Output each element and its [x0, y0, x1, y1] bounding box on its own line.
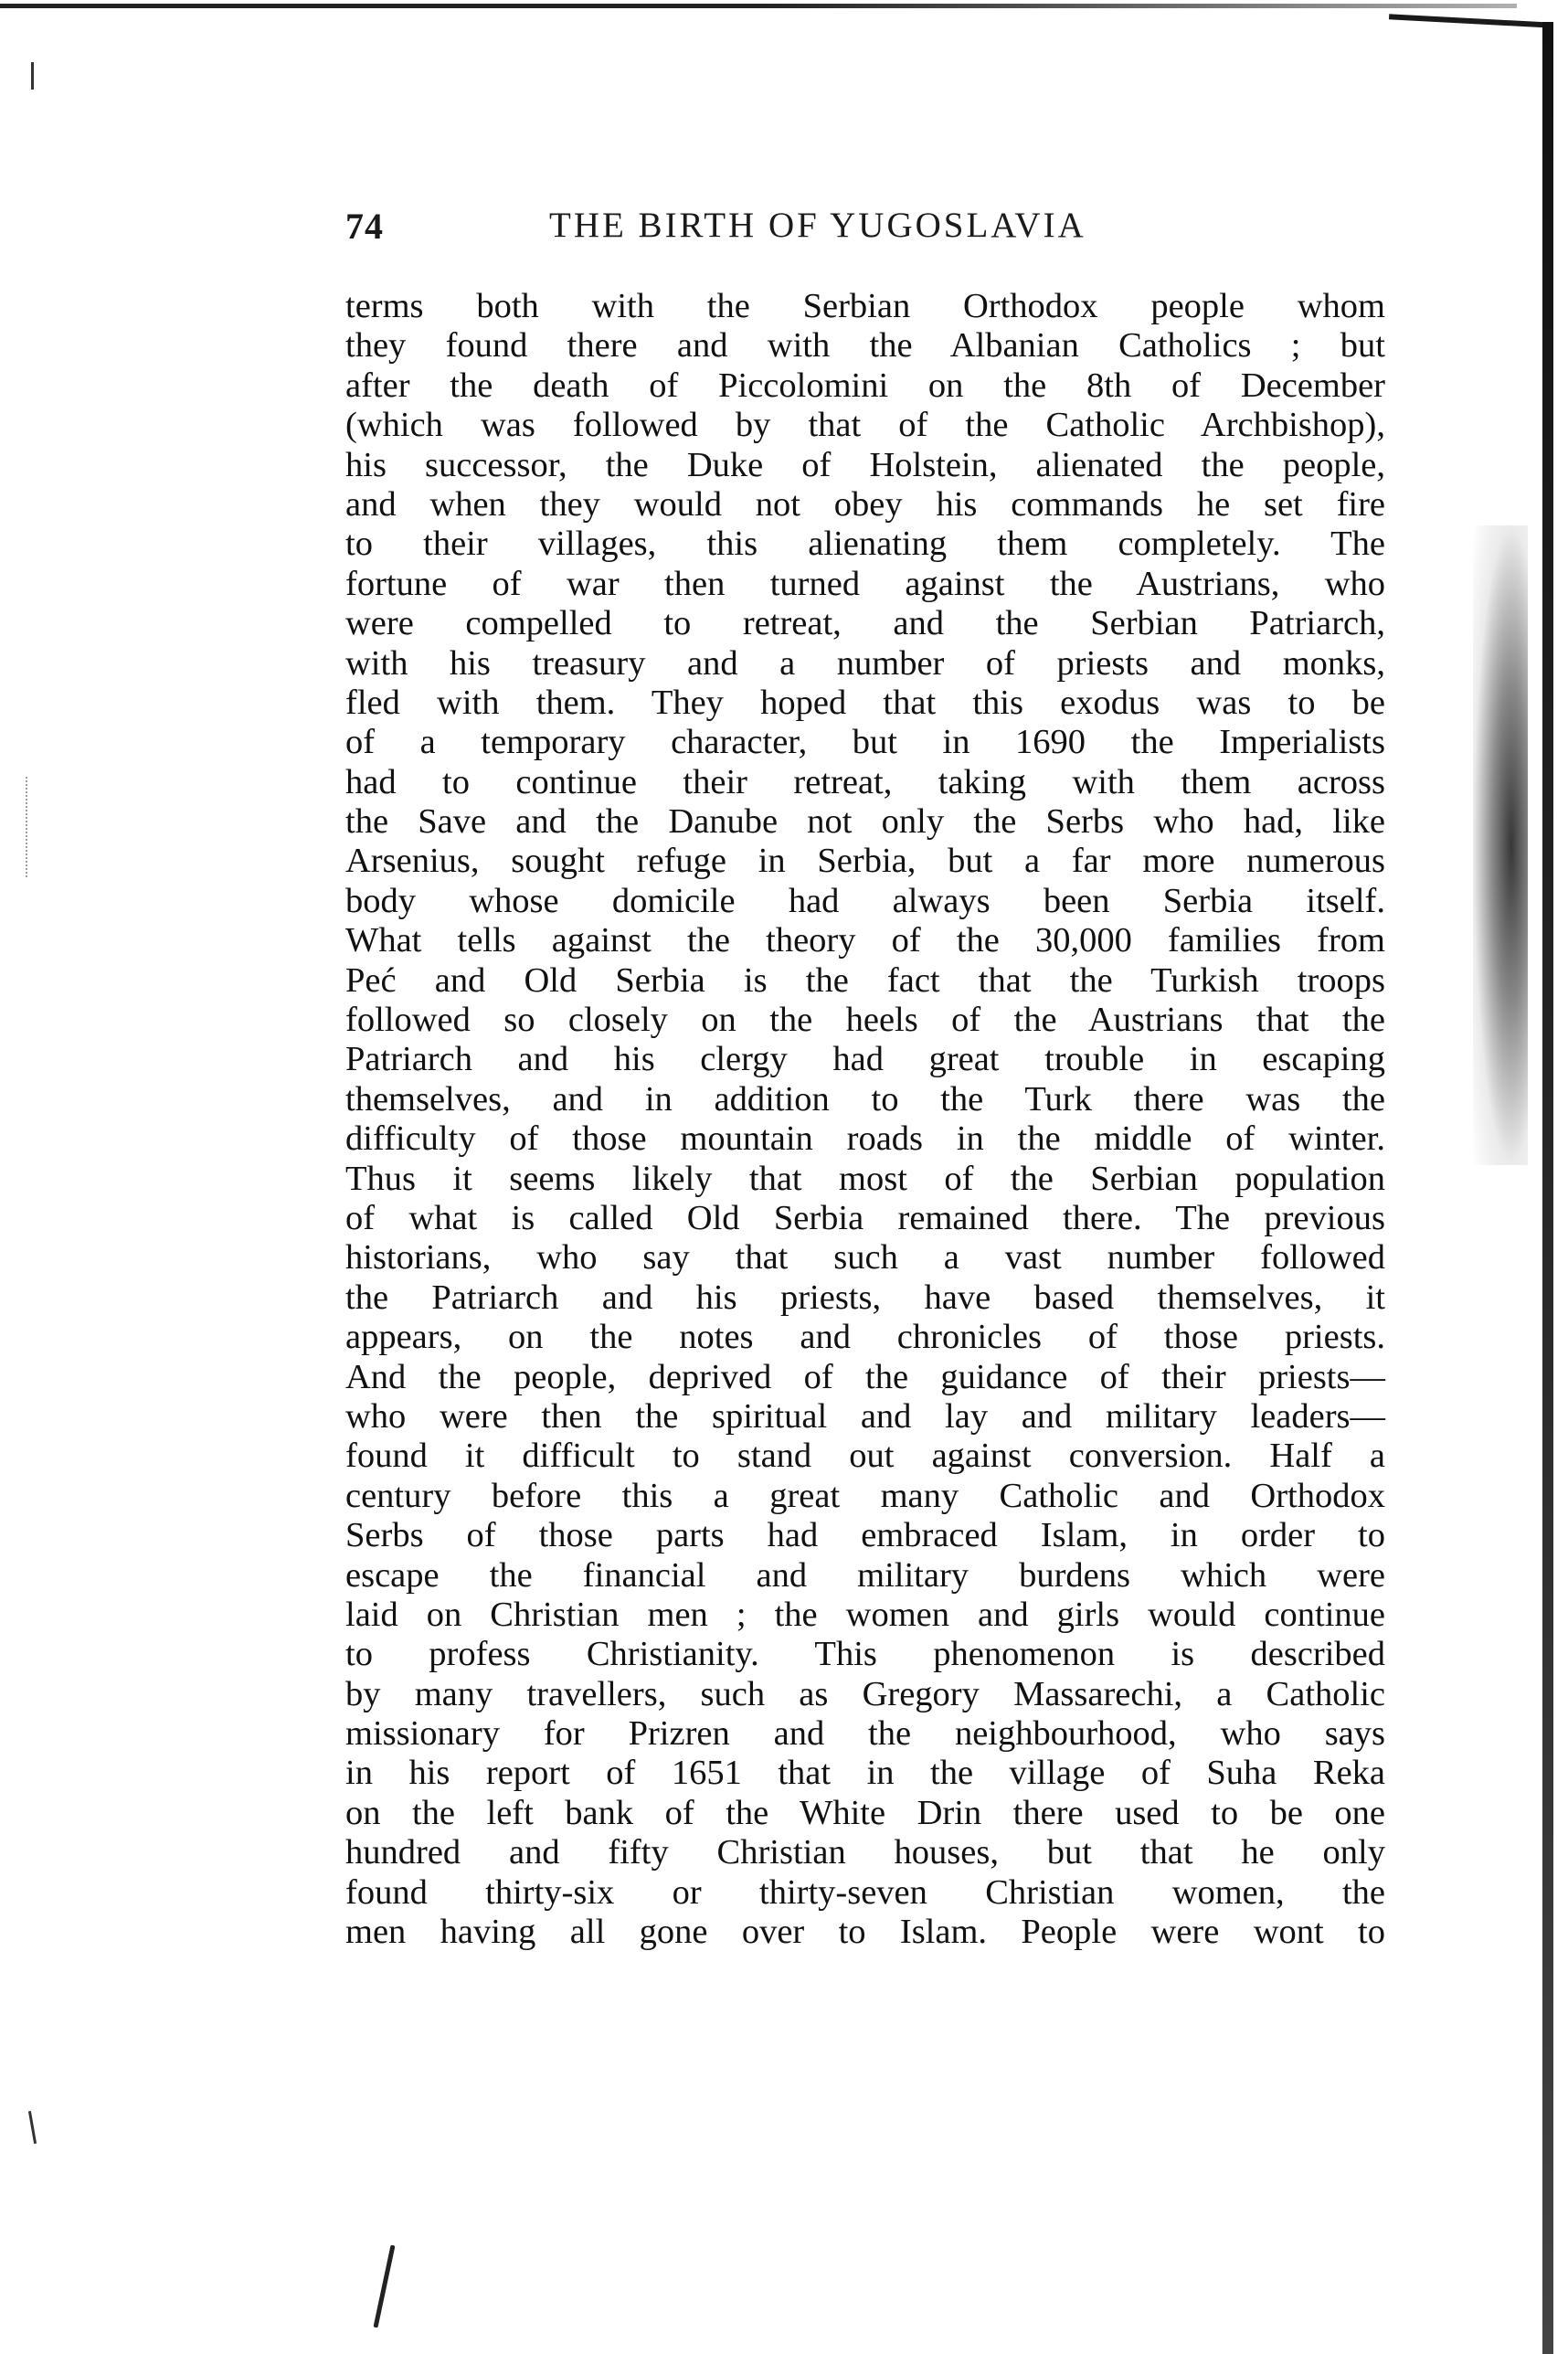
text-line: What tells against the theory of the 30,000 families from	[345, 921, 1385, 960]
text-line: historians, who say that such a vast number followed	[345, 1238, 1385, 1278]
text-line: his successor, the Duke of Holstein, alienated the people,	[345, 445, 1385, 484]
text-line: fled with them. They hoped that this exodus was to be	[345, 683, 1385, 722]
text-line: Peć and Old Serbia is the fact that the Turkish troops	[345, 960, 1385, 1000]
scan-mark	[28, 2111, 37, 2144]
text-line: to profess Christianity. This phenomenon is described	[345, 1635, 1385, 1674]
scan-binding-shadow	[1473, 525, 1528, 1165]
scan-top-edge	[0, 4, 1517, 8]
text-line: missionary for Prizren and the neighbourhood, who says	[345, 1714, 1385, 1754]
page-number: 74	[345, 206, 384, 247]
text-line: after the death of Piccolomini on the 8th of December	[345, 366, 1385, 405]
text-line: found thirty-six or thirty-seven Christian women, the	[345, 1872, 1385, 1912]
text-line: of what is called Old Serbia remained there. The previous	[345, 1198, 1385, 1237]
text-line: difficulty of those mountain roads in the middle of winter.	[345, 1119, 1385, 1159]
text-line: of a temporary character, but in 1690 the Imperialists	[345, 723, 1385, 762]
text-line: and when they would not obey his commands he set fire	[345, 484, 1385, 524]
scan-right-edge	[1542, 22, 1553, 2354]
text-line: with his treasury and a number of priests and monks,	[345, 643, 1385, 683]
text-line: laid on Christian men ; the women and girls would continue	[345, 1595, 1385, 1634]
text-line: were compelled to retreat, and the Serbian Patriarch,	[345, 604, 1385, 643]
text-line: found it difficult to stand out against conversion. Half a	[345, 1437, 1385, 1476]
text-line: terms both with the Serbian Orthodox people whom	[345, 287, 1385, 325]
scan-mark	[373, 2244, 395, 2327]
text-line: Thus it seems likely that most of the Serbian population	[345, 1159, 1385, 1198]
text-line: the Save and the Danube not only the Serbs who had, like	[345, 802, 1385, 842]
text-line: hundred and fifty Christian houses, but that he only	[345, 1833, 1385, 1872]
body-text	[345, 287, 1385, 1952]
text-line: followed so closely on the heels of the Austrians that the	[345, 1001, 1385, 1040]
text-line: Arsenius, sought refuge in Serbia, but a far more numerous	[345, 842, 1385, 881]
book-title: THE BIRTH OF YUGOSLAVIA	[549, 206, 1086, 245]
text-line: Serbs of those parts had embraced Islam, in order to	[345, 1516, 1385, 1555]
text-line: (which was followed by that of the Catholic Archbishop),	[345, 406, 1385, 445]
scan-corner-shadow	[1389, 14, 1553, 27]
text-line: men having all gone over to Islam. People were wont to	[345, 1913, 1385, 1952]
text-line: escape the financial and military burdens which were	[345, 1555, 1385, 1595]
text-line: appears, on the notes and chronicles of those priests.	[345, 1318, 1385, 1357]
text-line: fortune of war then turned against the Austrians, who	[345, 564, 1385, 603]
text-line: body whose domicile had always been Serbia itself.	[345, 881, 1385, 920]
text-line: had to continue their retreat, taking with them across	[345, 762, 1385, 801]
text-line: in his report of 1651 that in the village of Suha Reka	[345, 1754, 1385, 1793]
text-line: who were then the spiritual and lay and military leaders—	[345, 1396, 1385, 1436]
text-line: on the left bank of the White Drin there used to be one	[345, 1793, 1385, 1832]
scan-margin-ticks	[26, 777, 35, 877]
text-line: they found there and with the Albanian Catholics ; but	[345, 326, 1385, 366]
text-line: the Patriarch and his priests, have based themselves, it	[345, 1278, 1385, 1317]
text-line: And the people, deprived of the guidance of their priests—	[345, 1357, 1385, 1396]
scan-mark	[31, 62, 34, 90]
text-line: to their villages, this alienating them completely. The	[345, 525, 1385, 564]
text-line: century before this a great many Catholic and Orthodox	[345, 1476, 1385, 1515]
text-line: themselves, and in addition to the Turk there was the	[345, 1079, 1385, 1119]
text-line: by many travellers, such as Gregory Massarechi, a Catholic	[345, 1674, 1385, 1713]
text-line: Patriarch and his clergy had great trouble in escaping	[345, 1040, 1385, 1079]
running-head	[345, 205, 1385, 256]
